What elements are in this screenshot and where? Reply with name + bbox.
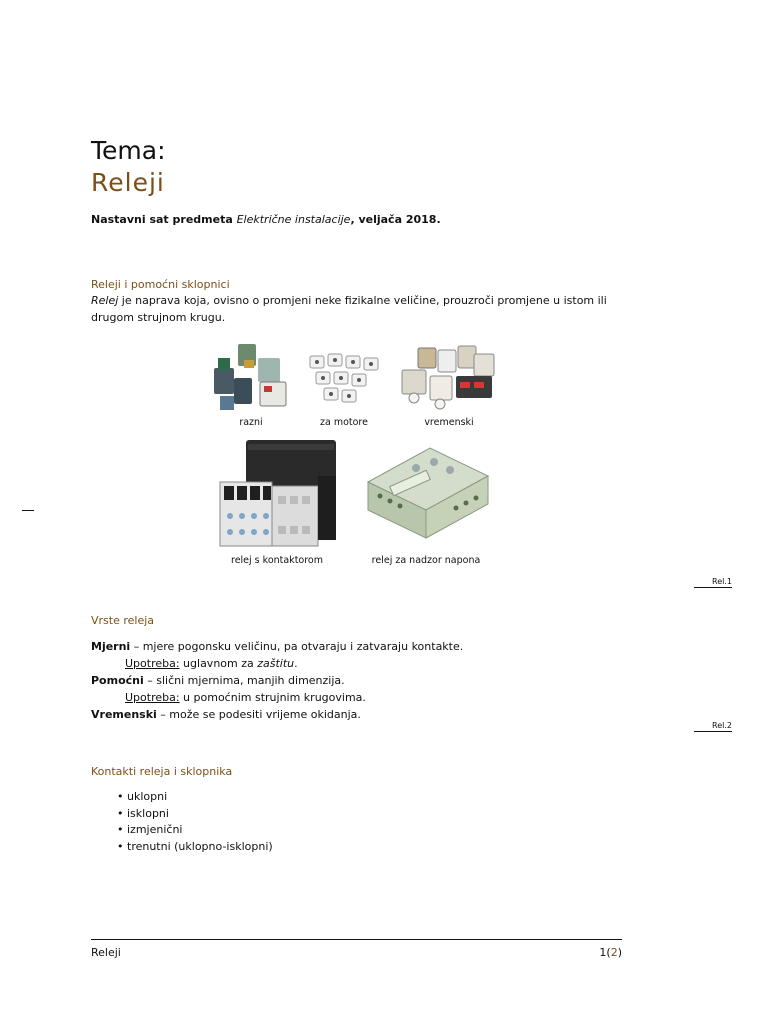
contacts-list (117, 789, 273, 855)
list-item: • isklopni (117, 806, 273, 823)
timer-relays-image (398, 340, 498, 412)
voltage-monitor-relay-image (360, 438, 492, 542)
motor-relays-image (306, 350, 380, 404)
figure-ref-rel1: Rel.1 (694, 577, 732, 588)
meta-suffix: , veljača 2018. (350, 213, 441, 226)
list-item: • trenutni (uklopno-isklopni) (117, 839, 273, 856)
section-intro-paragraph (91, 292, 651, 326)
relej-text-1: je naprava koja, ovisno o promjeni neke fizikalne veličine, prouzroči promjene u istom ili (118, 294, 607, 307)
footer-title: Releji (91, 946, 121, 959)
usage-mjerni: Upotreba: uglavnom za zaštitu. (125, 657, 298, 670)
caption-razni: razni (239, 417, 263, 428)
type-vremenski: Vremenski – može se podesiti vrijeme okidanja. (91, 708, 361, 721)
section-heading-releji: Releji i pomoćni sklopnici (91, 278, 230, 291)
caption-za-motore: za motore (320, 417, 368, 428)
caption-vremenski: vremenski (424, 417, 474, 428)
figure-ref-rel2: Rel.2 (694, 721, 732, 732)
page-title: Releji (91, 168, 165, 197)
footer-divider (91, 939, 622, 940)
usage-pomocni: Upotreba: u pomoćnim strujnim krugovima. (125, 691, 366, 704)
list-item: • uklopni (117, 789, 273, 806)
meta-subject: Električne instalacije (236, 213, 351, 226)
margin-mark (22, 510, 34, 511)
meta-prefix: Nastavni sat predmeta (91, 213, 237, 226)
page-number: 1(2) (599, 946, 622, 959)
relay-types-list (91, 638, 651, 723)
relej-text-2: drugom strujnom krugu. (91, 311, 226, 324)
contactor-relay-image (218, 436, 338, 548)
relays-assorted-image (210, 338, 292, 412)
relej-term: Relej (91, 294, 119, 307)
caption-relej-za-nadzor-napona: relej za nadzor napona (371, 555, 481, 566)
type-mjerni: Mjerni – mjere pogonsku veličinu, pa otvaraju i zatvaraju kontakte. (91, 640, 464, 653)
section-heading-kontakti: Kontakti releja i sklopnika (91, 765, 233, 778)
list-item: • izmjenični (117, 822, 273, 839)
caption-relej-s-kontaktorom: relej s kontaktorom (231, 555, 323, 566)
lesson-meta (91, 213, 441, 226)
type-pomocni: Pomoćni – slični mjernima, manjih dimenzija. (91, 674, 345, 687)
section-heading-vrste: Vrste releja (91, 614, 155, 627)
page-title-label: Tema: (91, 136, 166, 165)
